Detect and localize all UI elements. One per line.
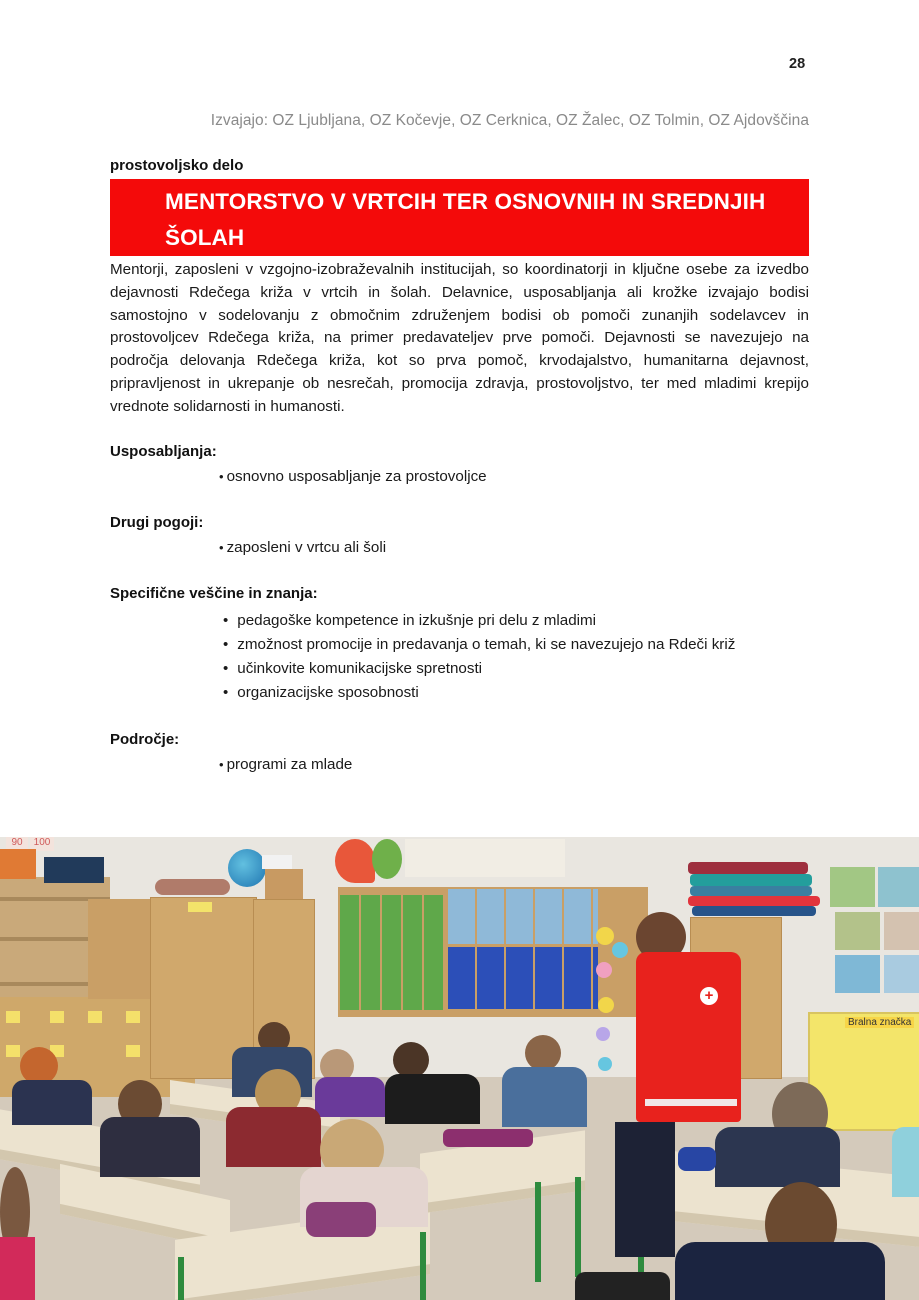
drawer-label xyxy=(126,1011,140,1023)
child-body xyxy=(0,1237,35,1300)
fabric-roll xyxy=(155,879,230,895)
wall-picture xyxy=(884,955,919,993)
category-label: prostovoljsko delo xyxy=(110,157,244,174)
drawer-label xyxy=(6,1045,20,1057)
volunteer-vest xyxy=(636,952,741,1122)
flower xyxy=(598,997,614,1013)
implementers-line: Izvajajo: OZ Ljubljana, OZ Kočevje, OZ Cerknica, OZ Žalec, OZ Tolmin, OZ Ajdovščina xyxy=(210,112,809,129)
frog-art xyxy=(372,839,402,879)
list-item: • programi za mlade xyxy=(219,753,352,777)
child-body xyxy=(675,1242,885,1300)
list-item: • zmožnost promocije in predavanja o temah, ki se navezujejo na Rdeči križ xyxy=(223,633,735,657)
list-item: • učinkovite komunikacijske spretnosti xyxy=(223,657,735,681)
comic-art-grid xyxy=(448,889,598,944)
list-item: • zaposleni v vrtcu ali šoli xyxy=(219,536,386,560)
wall-picture xyxy=(884,912,919,950)
drawer-label xyxy=(126,1045,140,1057)
list-item: • osnovno usposabljanje za prostovoljce xyxy=(219,465,487,489)
child-head xyxy=(525,1035,561,1071)
reading-chart-title: Bralna značka xyxy=(845,1017,914,1028)
conditions-heading: Drugi pogoji: xyxy=(110,514,204,531)
mat xyxy=(690,874,812,886)
corkboard-left xyxy=(88,899,153,999)
child-body xyxy=(12,1080,92,1125)
desk-leg xyxy=(575,1177,581,1277)
skills-heading: Specifične veščine in znanja: xyxy=(110,585,318,602)
watermelon-art xyxy=(335,839,375,883)
red-cross-emblem: + xyxy=(700,987,718,1005)
training-heading: Usposabljanja: xyxy=(110,443,217,460)
wall-picture xyxy=(830,867,875,907)
number-card: 90 xyxy=(6,837,28,851)
pencil-case xyxy=(678,1147,716,1171)
flower xyxy=(598,1057,612,1071)
intro-paragraph: Mentorji, zaposleni v vzgojno-izobraževalnih institucijah, so koordinatorji in ključne osebe za izvedbo dejavnosti Rdečega križa v vrtcih in šolah. Delavnice, usposabljanja ali krožke izvajajo bodisi samostojno v sodelovanju z območnim združenjem bodisi ob pomoči zunanjih sodelavcev in prostovoljcev Rdečega križa, na primer predavateljev prve pomoči. Dejavnosti se navezujejo na področja delovanja Rdečega križa, kot so prva pomoč, krvodajalstvo, humanitarna dejavnost, pripravljenost in ukrepanje ob nesrečah, promocija zdravja, prostovoljstvo, ter med mladimi krepijo vrednote solidarnosti in humanosti. xyxy=(110,261,809,415)
desk-leg xyxy=(535,1182,541,1282)
mat xyxy=(690,886,812,896)
mat xyxy=(692,906,816,916)
child-body xyxy=(100,1117,200,1177)
flower xyxy=(596,962,612,978)
skills-list xyxy=(223,609,735,705)
flower xyxy=(612,942,628,958)
drawer-label xyxy=(88,1011,102,1023)
backpack xyxy=(575,1272,670,1300)
wall-picture xyxy=(878,867,919,907)
classroom-photo xyxy=(0,837,919,1300)
training-list xyxy=(219,465,487,489)
flower xyxy=(596,1027,610,1041)
page-number: 28 xyxy=(789,56,806,72)
drawer-label xyxy=(50,1011,64,1023)
orange-box xyxy=(0,849,36,879)
child-head xyxy=(393,1042,429,1078)
volunteer-legs xyxy=(615,1122,675,1257)
pencil-case xyxy=(443,1129,533,1147)
dark-box xyxy=(44,857,104,883)
area-heading: Področje: xyxy=(110,731,180,748)
number-card: 100 xyxy=(30,837,54,851)
title-banner xyxy=(110,179,809,256)
mat xyxy=(688,862,808,874)
area-list xyxy=(219,753,352,777)
green-art-grid xyxy=(340,895,445,1010)
title-line-1: MENTORSTVO V VRTCIH TER OSNOVNIH IN SREDNJIH xyxy=(165,189,766,214)
child-body xyxy=(715,1127,840,1187)
conditions-list xyxy=(219,536,386,560)
wall-picture xyxy=(835,955,880,993)
flower xyxy=(596,927,614,945)
kids-drawings xyxy=(405,839,565,877)
globe xyxy=(228,849,266,887)
pencil-case xyxy=(306,1202,376,1237)
child-body xyxy=(892,1127,919,1197)
drawer-label xyxy=(6,1011,20,1023)
box-on-cabinet xyxy=(265,869,303,899)
list-item: • pedagoške kompetence in izkušnje pri delu z mladimi xyxy=(223,609,735,633)
list-item: • organizacijske sposobnosti xyxy=(223,681,735,705)
title-line-2: ŠOLAH xyxy=(165,225,245,250)
vest-reflective-stripe xyxy=(645,1099,737,1106)
blue-art-grid xyxy=(448,947,598,1009)
box-on-cabinet xyxy=(262,855,292,869)
child-body xyxy=(315,1077,385,1117)
mat xyxy=(688,896,820,906)
child-body xyxy=(226,1107,321,1167)
desk-leg xyxy=(178,1257,184,1300)
child-body xyxy=(502,1067,587,1127)
wall-picture xyxy=(835,912,880,950)
child-body xyxy=(385,1074,480,1124)
desk-leg xyxy=(420,1232,426,1300)
cabinet-label xyxy=(188,902,212,912)
